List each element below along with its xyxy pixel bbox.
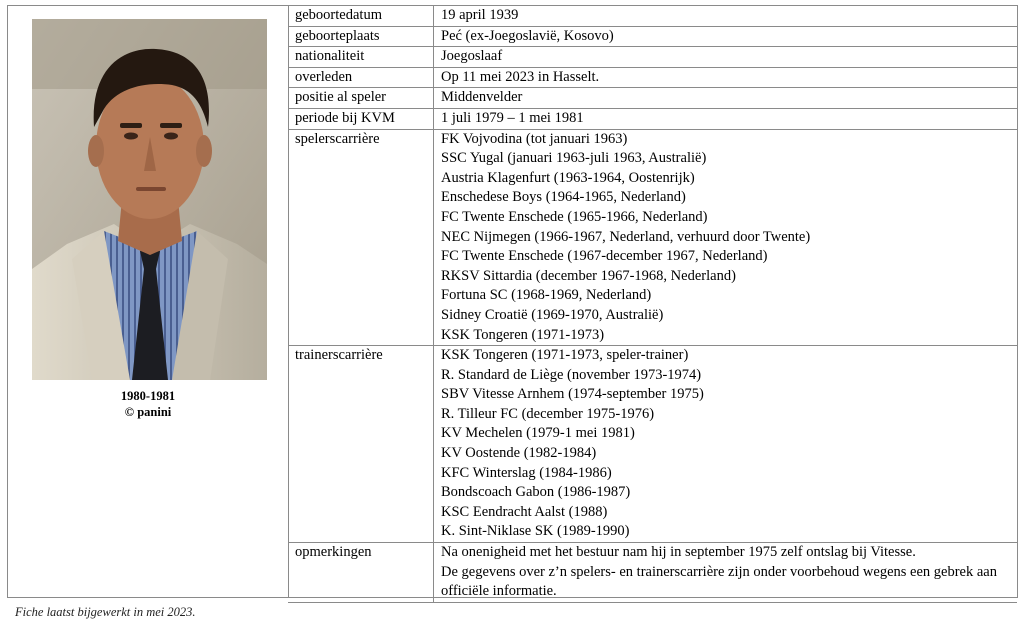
footer-note: Fiche laatst bijgewerkt in mei 2023. [15,605,196,619]
value-trainerscarriere [434,346,1018,543]
label-trainerscarriere: trainerscarrière [288,346,434,543]
career-item: FC Twente Enschede (1967-december 1967, Nederland) [441,248,768,265]
photo-caption-year: 1980-1981 [120,389,176,403]
career-item: KV Mechelen (1979-1 mei 1981) [441,425,635,442]
label-opmerkingen: opmerkingen [288,543,434,603]
label-spelerscarriere: spelerscarrière [288,129,434,346]
career-item: Bondscoach Gabon (1986-1987) [441,484,631,501]
photo-cell [8,6,289,597]
player-info-table [288,6,1017,603]
career-item: FK Vojvodina (tot januari 1963) [441,130,628,147]
table-row [288,6,1017,26]
value-opmerkingen [434,543,1018,603]
label-geboortedatum: geboortedatum [288,6,434,26]
table-row [288,47,1017,68]
career-item: Sidney Croatië (1969-1970, Australië) [441,306,664,323]
career-item: R. Tilleur FC (december 1975-1976) [441,405,655,422]
value-positie: Middenvelder [434,88,1018,109]
table-row [288,67,1017,88]
table-row [288,129,1017,346]
label-periode: periode bij KVM [288,108,434,129]
career-item: FC Twente Enschede (1965-1966, Nederland) [441,208,708,225]
value-overleden: Op 11 mei 2023 in Hasselt. [434,67,1018,88]
value-nationaliteit: Joegoslaaf [434,47,1018,68]
value-geboorteplaats: Peć (ex-Joegoslavië, Kosovo) [434,26,1018,47]
career-item: KV Oostende (1982-1984) [441,445,597,462]
career-item: KSK Tongeren (1971-1973, speler-trainer) [441,347,689,364]
value-geboortedatum: 19 april 1939 [434,6,1018,26]
career-item: RKSV Sittardia (december 1967-1968, Nederland) [441,267,736,284]
table-row [288,543,1017,603]
career-item: K. Sint-Niklase SK (1989-1990) [441,523,630,540]
label-positie: positie al speler [288,88,434,109]
remark-item: De gegevens over z’n spelers- en trainerscarrière zijn onder voorbehoud wegens een gebrek aan officiële informatie. [441,563,997,600]
table-row [288,26,1017,47]
remark-item: Na onenigheid met het bestuur nam hij in september 1975 zelf ontslag bij Vitesse. [441,544,916,561]
label-overleden: overleden [288,67,434,88]
table-row [288,346,1017,543]
career-item: Austria Klagenfurt (1963-1964, Oostenrijk) [441,169,695,186]
career-item: Enschedese Boys (1964-1965, Nederland) [441,189,686,206]
career-item: NEC Nijmegen (1966-1967, Nederland, verhuurd door Twente) [441,228,811,245]
career-item: SSC Yugal (januari 1963-juli 1963, Australië) [441,150,707,167]
career-item: Fortuna SC (1968-1969, Nederland) [441,287,652,304]
player-portrait-photo [32,19,267,380]
photo-caption-credit: © panini [124,405,172,419]
table-row [288,108,1017,129]
label-geboorteplaats: geboorteplaats [288,26,434,47]
career-item: KFC Winterslag (1984-1986) [441,464,612,481]
career-item: KSK Tongeren (1971-1973) [441,326,605,343]
player-fiche [7,5,1018,598]
label-nationaliteit: nationaliteit [288,47,434,68]
table-row [288,88,1017,109]
career-item: R. Standard de Liège (november 1973-1974) [441,366,702,383]
value-spelerscarriere [434,129,1018,346]
career-item: SBV Vitesse Arnhem (1974-september 1975) [441,386,704,403]
career-item: KSC Eendracht Aalst (1988) [441,503,608,520]
value-periode: 1 juli 1979 – 1 mei 1981 [434,108,1018,129]
